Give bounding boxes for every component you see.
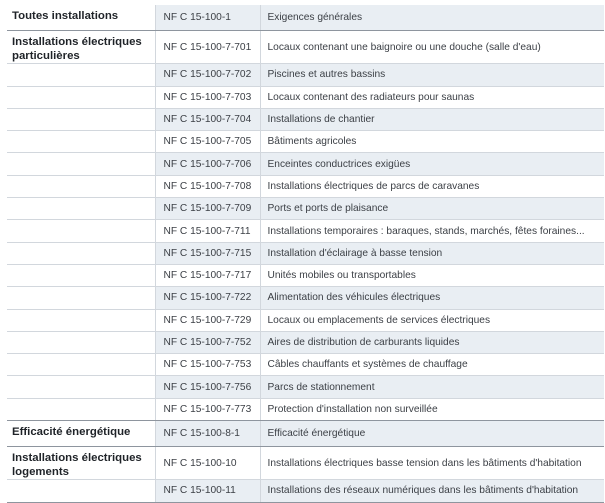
standard-code-cell: NF C 15-100-7-752 bbox=[155, 331, 260, 353]
category-cell-continuation bbox=[7, 242, 155, 264]
standards-table-body bbox=[7, 5, 604, 502]
standard-code-cell: NF C 15-100-7-756 bbox=[155, 376, 260, 398]
table-row bbox=[7, 64, 604, 86]
category-cell-continuation bbox=[7, 175, 155, 197]
standards-table bbox=[7, 5, 604, 503]
standard-description-cell: Parcs de stationnement bbox=[260, 376, 604, 398]
standard-description-cell: Exigences générales bbox=[260, 5, 604, 31]
category-cell: Efficacité énergétique bbox=[7, 421, 155, 447]
table-row bbox=[7, 447, 604, 480]
standard-description-cell: Installations de chantier bbox=[260, 108, 604, 130]
category-cell-continuation bbox=[7, 354, 155, 376]
category-cell: Toutes installations bbox=[7, 5, 155, 31]
standard-description-cell: Unités mobiles ou transportables bbox=[260, 264, 604, 286]
table-row bbox=[7, 198, 604, 220]
standard-code-cell: NF C 15-100-1 bbox=[155, 5, 260, 31]
table-row bbox=[7, 31, 604, 64]
standard-description-cell: Locaux contenant des radiateurs pour saunas bbox=[260, 86, 604, 108]
table-row bbox=[7, 376, 604, 398]
category-cell-continuation bbox=[7, 287, 155, 309]
category-cell: Installations électriques logements bbox=[7, 447, 155, 480]
standard-description-cell: Protection d'installation non surveillée bbox=[260, 398, 604, 420]
standard-code-cell: NF C 15-100-7-715 bbox=[155, 242, 260, 264]
table-row bbox=[7, 5, 604, 31]
standard-description-cell: Piscines et autres bassins bbox=[260, 64, 604, 86]
category-cell-continuation bbox=[7, 198, 155, 220]
standard-description-cell: Installations électriques basse tension dans les bâtiments d'habitation bbox=[260, 447, 604, 480]
standard-description-cell: Bâtiments agricoles bbox=[260, 131, 604, 153]
table-row bbox=[7, 331, 604, 353]
standard-description-cell: Installations électriques de parcs de caravanes bbox=[260, 175, 604, 197]
standard-description-cell: Installations des réseaux numériques dans les bâtiments d'habitation bbox=[260, 480, 604, 502]
category-cell-continuation bbox=[7, 376, 155, 398]
standard-code-cell: NF C 15-100-10 bbox=[155, 447, 260, 480]
standard-description-cell: Ports et ports de plaisance bbox=[260, 198, 604, 220]
standard-code-cell: NF C 15-100-7-703 bbox=[155, 86, 260, 108]
category-cell-continuation bbox=[7, 309, 155, 331]
category-cell-continuation bbox=[7, 398, 155, 420]
category-cell-continuation bbox=[7, 264, 155, 286]
standard-code-cell: NF C 15-100-7-708 bbox=[155, 175, 260, 197]
table-row bbox=[7, 309, 604, 331]
table-row bbox=[7, 131, 604, 153]
standard-code-cell: NF C 15-100-7-711 bbox=[155, 220, 260, 242]
table-row bbox=[7, 264, 604, 286]
standard-code-cell: NF C 15-100-7-704 bbox=[155, 108, 260, 130]
table-row bbox=[7, 398, 604, 420]
table-row bbox=[7, 108, 604, 130]
standard-code-cell: NF C 15-100-7-729 bbox=[155, 309, 260, 331]
category-cell-continuation bbox=[7, 220, 155, 242]
category-cell-continuation bbox=[7, 480, 155, 502]
standard-code-cell: NF C 15-100-7-702 bbox=[155, 64, 260, 86]
table-row bbox=[7, 153, 604, 175]
table-row bbox=[7, 354, 604, 376]
table-row bbox=[7, 86, 604, 108]
standard-description-cell: Locaux contenant une baignoire ou une douche (salle d'eau) bbox=[260, 31, 604, 64]
standard-description-cell: Efficacité énergétique bbox=[260, 421, 604, 447]
category-cell: Installations électriques particulières bbox=[7, 31, 155, 64]
category-cell-continuation bbox=[7, 86, 155, 108]
standard-description-cell: Alimentation des véhicules électriques bbox=[260, 287, 604, 309]
table-row bbox=[7, 421, 604, 447]
standard-code-cell: NF C 15-100-8-1 bbox=[155, 421, 260, 447]
category-cell-continuation bbox=[7, 64, 155, 86]
standard-code-cell: NF C 15-100-7-753 bbox=[155, 354, 260, 376]
standard-description-cell: Locaux ou emplacements de services électriques bbox=[260, 309, 604, 331]
standard-code-cell: NF C 15-100-7-722 bbox=[155, 287, 260, 309]
standard-code-cell: NF C 15-100-7-709 bbox=[155, 198, 260, 220]
standard-code-cell: NF C 15-100-7-717 bbox=[155, 264, 260, 286]
standard-code-cell: NF C 15-100-11 bbox=[155, 480, 260, 502]
category-cell-continuation bbox=[7, 153, 155, 175]
table-row bbox=[7, 287, 604, 309]
table-row bbox=[7, 480, 604, 502]
table-row bbox=[7, 242, 604, 264]
standard-code-cell: NF C 15-100-7-705 bbox=[155, 131, 260, 153]
standard-description-cell: Aires de distribution de carburants liquides bbox=[260, 331, 604, 353]
category-cell-continuation bbox=[7, 331, 155, 353]
table-row bbox=[7, 220, 604, 242]
category-cell-continuation bbox=[7, 108, 155, 130]
standard-description-cell: Câbles chauffants et systèmes de chauffage bbox=[260, 354, 604, 376]
standard-description-cell: Installations temporaires : baraques, stands, marchés, fêtes foraines... bbox=[260, 220, 604, 242]
table-row bbox=[7, 175, 604, 197]
standard-code-cell: NF C 15-100-7-773 bbox=[155, 398, 260, 420]
category-cell-continuation bbox=[7, 131, 155, 153]
standard-description-cell: Enceintes conductrices exigües bbox=[260, 153, 604, 175]
standard-description-cell: Installation d'éclairage à basse tension bbox=[260, 242, 604, 264]
standard-code-cell: NF C 15-100-7-701 bbox=[155, 31, 260, 64]
standard-code-cell: NF C 15-100-7-706 bbox=[155, 153, 260, 175]
